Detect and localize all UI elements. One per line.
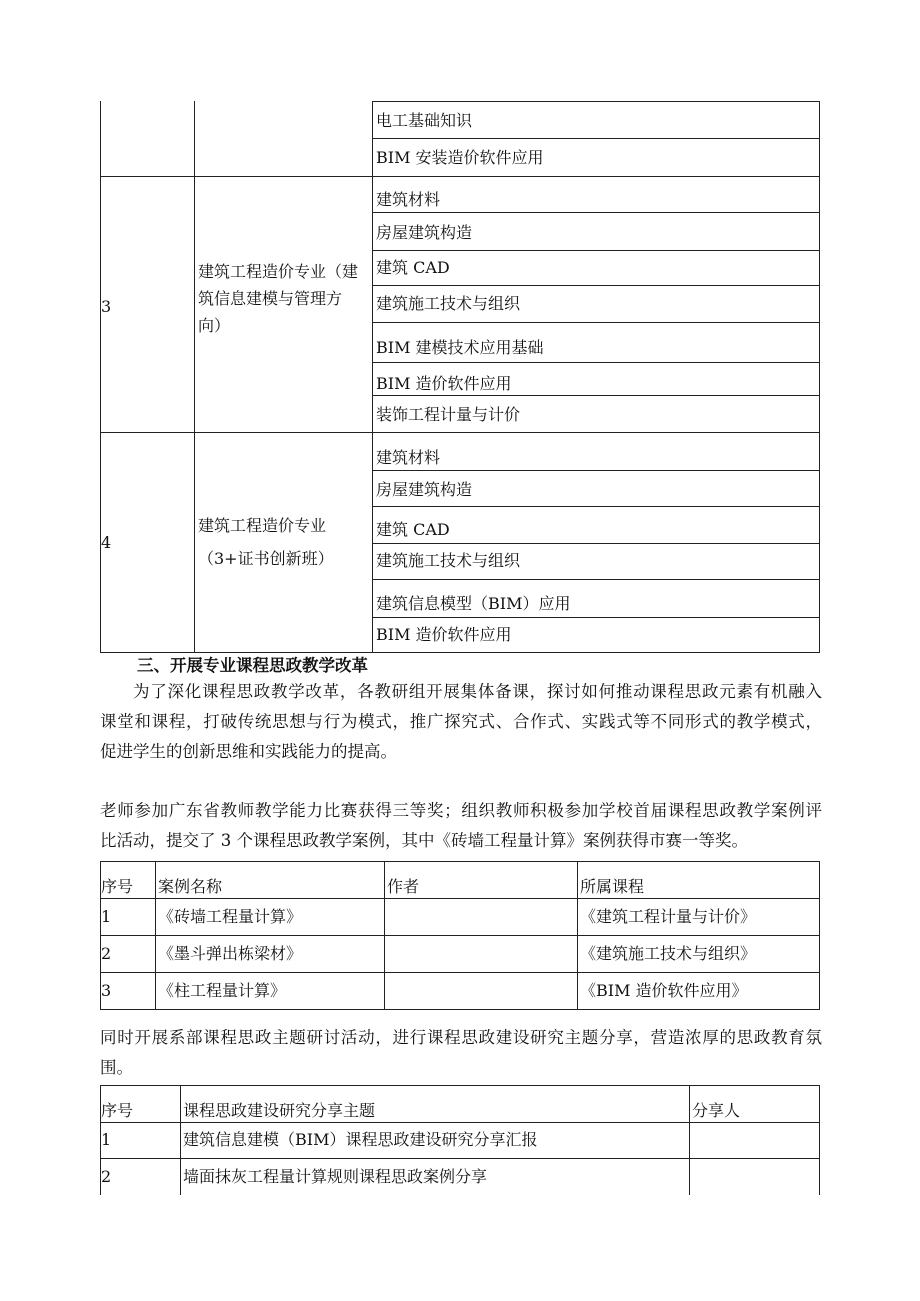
course-cell: BIM 安装造价软件应用 [376,148,544,167]
course-cell: 房屋建筑构造 [376,480,473,499]
table-cell: 《砖墙工程量计算》 [158,907,303,926]
table-header: 序号 [101,1101,134,1120]
table-cell: 2 [101,944,112,963]
course-cell: 建筑材料 [376,190,441,209]
table-header: 所属课程 [580,877,645,896]
table-cell: 《柱工程量计算》 [158,981,287,1000]
course-cell: 建筑信息模型（BIM）应用 [376,594,571,613]
table-cell: 《墨斗弹出栋梁材》 [158,944,303,963]
course-cell: BIM 造价软件应用 [376,625,512,644]
table-header: 案例名称 [158,877,223,896]
course-cell: 建筑施工技术与组织 [376,294,521,313]
table-cell: 2 [101,1167,112,1186]
course-cell: 建筑 CAD [376,258,450,277]
section-heading: 三、开展专业课程思政教学改革 [137,656,368,675]
course-cell: 建筑材料 [376,448,441,467]
table-cell: 《建筑工程计量与计价》 [580,907,757,926]
paragraph-3: 同时开展系部课程思政主题研讨活动，进行课程思政建设研究主题分享，营造浓厚的思政教育氛 围。 [100,1028,822,1077]
course-cell: BIM 建模技术应用基础 [376,338,544,357]
table-header: 分享人 [692,1101,741,1120]
row-number: 4 [101,533,112,552]
course-cell: 房屋建筑构造 [376,223,473,242]
course-cell: BIM 造价软件应用 [376,374,512,393]
table-cell: 《BIM 造价软件应用》 [580,981,748,1000]
major-name: 建筑工程造价专业 （3+证书创新班） [198,516,334,568]
table-cell: 《建筑施工技术与组织》 [580,944,757,963]
table-cell: 1 [101,907,112,926]
table-cell: 3 [101,981,112,1000]
major-name: 建筑工程造价专业（建 筑信息建模与管理方 向） [198,262,359,335]
table-cell: 墙面抹灰工程量计算规则课程思政案例分享 [183,1167,488,1186]
table-cell: 建筑信息建模（BIM）课程思政建设研究分享汇报 [183,1130,538,1149]
course-cell: 建筑施工技术与组织 [376,551,521,570]
table-header: 作者 [387,877,420,896]
paragraph-1: 为了深化课程思政教学改革，各教研组开展集体备课，探讨如何推动课程思政元素有机融入 课堂和课程，打破传统思想与行为模式，推广探究式、合作式、实践式等不同形式的教学模式， 促进学生的创新思维和实践能力的提高。 [100,682,822,761]
table-cell: 1 [101,1130,112,1149]
row-number: 3 [101,297,112,316]
table-header: 课程思政建设研究分享主题 [183,1101,376,1120]
course-cell: 电工基础知识 [376,111,473,130]
course-cell: 建筑 CAD [376,520,450,539]
table-header: 序号 [101,877,134,896]
paragraph-2: 老师参加广东省教师教学能力比赛获得三等奖；组织教师积极参加学校首届课程思政教学案例评 比活动，提交了 3 个课程思政教学案例，其中《砖墙工程量计算》案例获得市赛一等奖。 [100,801,822,850]
course-cell: 装饰工程计量与计价 [376,405,521,424]
